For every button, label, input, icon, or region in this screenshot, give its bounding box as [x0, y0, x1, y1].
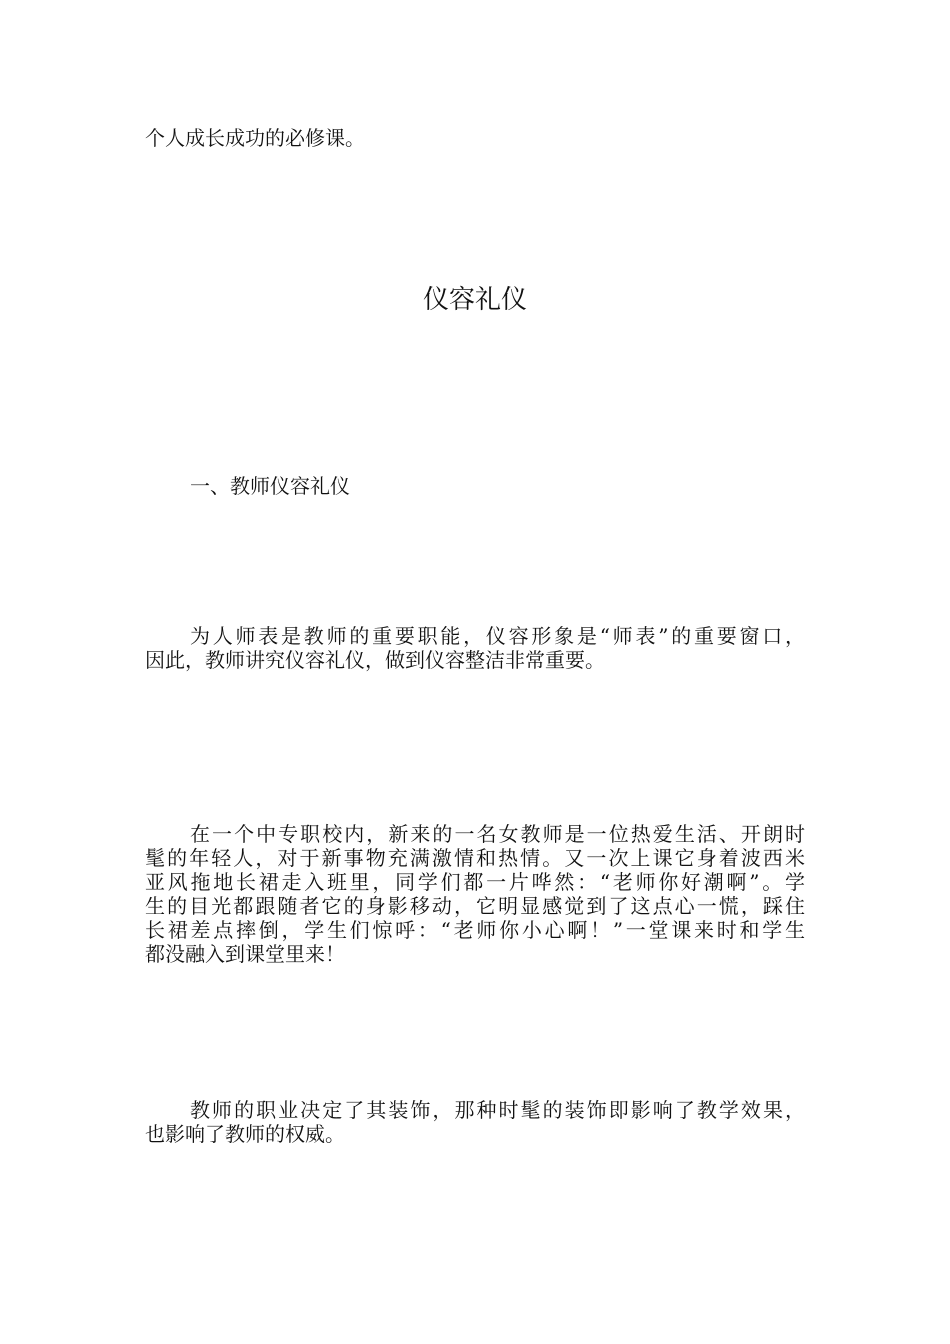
- paragraph-line: 长裙差点摔倒，学生们惊呼：“老师你小心啊！”一堂课来时和学生: [145, 918, 805, 942]
- paragraph-line: 也影响了教师的权威。: [145, 1122, 345, 1146]
- paragraph-line: 教师的职业决定了其装饰，那种时髦的装饰即影响了教学效果，: [190, 1098, 805, 1122]
- paragraph-1: [145, 624, 805, 672]
- paragraph-3: [145, 1098, 805, 1146]
- paragraph-line: 髦的年轻人，对于新事物充满激情和热情。又一次上课它身着波西米: [145, 846, 805, 870]
- page-title: 仪容礼仪: [422, 285, 527, 315]
- paragraph-line: 在一个中专职校内，新来的一名女教师是一位热爱生活、开朗时: [190, 822, 805, 846]
- paragraph-line: 因此，教师讲究仪容礼仪，做到仪容整洁非常重要。: [145, 648, 605, 672]
- paragraph-line: 都没融入到课堂里来！: [145, 942, 345, 966]
- top-line: 个人成长成功的必修课。: [145, 126, 365, 150]
- section-heading: 一、教师仪容礼仪: [190, 474, 350, 498]
- paragraph-2: [145, 822, 805, 966]
- paragraph-line: 生的目光都跟随者它的身影移动，它明显感觉到了这点心一慌，踩住: [145, 894, 805, 918]
- paragraph-line: 为人师表是教师的重要职能，仪容形象是“师表”的重要窗口，: [190, 624, 805, 648]
- paragraph-line: 亚风拖地长裙走入班里，同学们都一片哗然：“老师你好潮啊”。学: [145, 870, 805, 894]
